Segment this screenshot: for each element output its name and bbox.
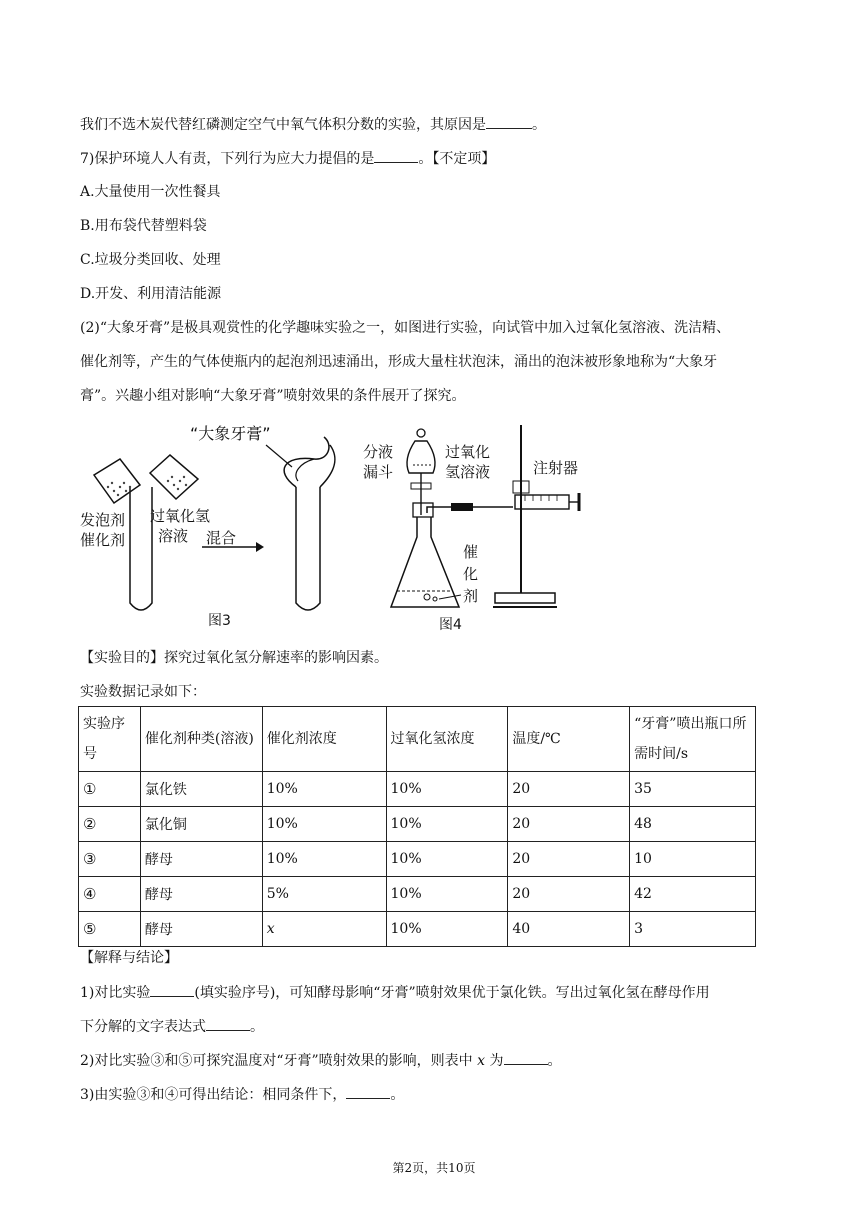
table-cell: 10%: [386, 842, 508, 877]
fig4-tube-connector: [451, 503, 473, 511]
fig4-funnel-label-2: 漏斗: [363, 463, 394, 481]
table-cell: 3: [630, 912, 756, 947]
table-cell: 10%: [262, 772, 386, 807]
q7-stem-line: [80, 148, 495, 169]
fig4-funnel-stopper: [417, 429, 425, 437]
c1-blank-2[interactable]: [206, 1016, 250, 1031]
table-cell: 35: [630, 772, 756, 807]
c2-line: [80, 1050, 562, 1071]
table-cell: ①: [79, 772, 141, 807]
data-table: [78, 706, 756, 947]
fig3-right-label-1: 过氧化氢: [150, 507, 211, 525]
table-cell: ⑤: [79, 912, 141, 947]
fig4-catalyst-2: 化: [463, 565, 479, 583]
fig3-arrow-label: 混合: [206, 529, 237, 547]
fig4-catalyst-3: 剂: [463, 587, 479, 605]
header-cell: 过氧化氢浓度: [386, 707, 508, 772]
q7-answer-blank[interactable]: [374, 148, 418, 163]
table-cell: 20: [508, 842, 630, 877]
table-row: [79, 772, 756, 807]
fig3-left-label-1: 发泡剂: [80, 511, 126, 529]
table-cell: 10%: [386, 877, 508, 912]
header-cell: 催化剂浓度: [262, 707, 386, 772]
c2-text-b: 为: [489, 1053, 504, 1069]
table-cell: 10%: [262, 807, 386, 842]
fig3-foam: [284, 437, 335, 487]
q7-option-d: D.开发、利用清洁能源: [80, 286, 222, 302]
table-cell: 20: [508, 877, 630, 912]
table-cell: 氯化铜: [140, 807, 262, 842]
fig3-foam-fold: [296, 459, 314, 481]
table-cell: ④: [79, 877, 141, 912]
table-row: [79, 912, 756, 947]
table-cell: 氯化铁: [140, 772, 262, 807]
fig4-catalyst-particle-2: [433, 597, 437, 601]
table-cell: 42: [630, 877, 756, 912]
header-cell: 实验序号: [79, 707, 141, 772]
q6-end: 。: [532, 117, 546, 133]
c3-text-b: 。: [390, 1087, 405, 1103]
q7-option-b: B.用布袋代替塑料袋: [80, 218, 207, 234]
table-cell: 酵母: [140, 877, 262, 912]
fig4-syringe-barrel: [515, 495, 569, 509]
fig4-funnel-label-1: 分液: [363, 443, 394, 461]
table-cell: 酵母: [140, 842, 262, 877]
table-row: [79, 807, 756, 842]
fig3-left-beaker: [94, 459, 140, 503]
table-cell: ②: [79, 807, 141, 842]
table-cell: 10%: [386, 807, 508, 842]
fig4-stopper: [413, 503, 433, 517]
fig3-left-label-2: 催化剂: [80, 531, 126, 549]
q7-option-c: C.垃圾分类回收、处理: [80, 252, 221, 268]
c2-text-a: 2)对比实验③和⑤可探究温度对“牙膏”喷射效果的影响，则表中: [80, 1053, 473, 1069]
fig4-catalyst-particle: [424, 594, 430, 600]
c1-text-d: 。: [250, 1019, 264, 1035]
c2-blank[interactable]: [504, 1050, 548, 1065]
fig3-caption: 图3: [208, 613, 231, 629]
intro-line-1: (2)“大象牙膏”是极具观赏性的化学趣味实验之一，如图进行实验，向试管中加入过氧化氢溶液、洗洁精、: [80, 320, 731, 336]
c2-variable-x: x: [477, 1053, 486, 1069]
q6-answer-blank[interactable]: [486, 114, 532, 129]
table-row: [79, 842, 756, 877]
record-intro: 实验数据记录如下：: [80, 684, 206, 700]
fig4-stand-base: [495, 593, 555, 603]
table-cell: ③: [79, 842, 141, 877]
figure-3: [78, 415, 348, 635]
fig3-right-beaker-dots: [167, 476, 187, 490]
fig4-flask: [391, 517, 459, 607]
q6-tail-text: 我们不选木炭代替红磷测定空气中氧气体积分数的实验，其原因是: [80, 117, 486, 133]
intro-line-2: 催化剂等，产生的气体使瓶内的起泡剂迅速涌出，形成大量柱状泡沫，涌出的泡沫被形象地称为“大象牙: [80, 354, 718, 370]
fig3-title: “大象牙膏”: [190, 424, 271, 443]
table-row: [79, 877, 756, 912]
table-cell: 20: [508, 807, 630, 842]
page-footer: 第2页，共10页: [392, 1161, 476, 1175]
c1-text-b: (填实验序号)，可知酵母影响“牙膏”喷射效果优于氯化铁。写出过氧化氢在酵母作用: [194, 985, 710, 1001]
fig4-catalyst-pointer: [439, 595, 461, 599]
fig4-funnel-bulb: [407, 441, 435, 473]
fig4-catalyst-1: 催: [463, 543, 479, 561]
fig4-h2o2-label-2: 氢溶液: [445, 463, 491, 481]
c1-line-1: [80, 982, 710, 1003]
header-cell: “牙膏”喷出瓶口所需时间/s: [630, 707, 756, 772]
q7-stem-end: 。【不定项】: [418, 151, 496, 167]
fig4-syringe-label: 注射器: [533, 459, 579, 477]
fig4-syringe-scale: [525, 495, 557, 501]
experiment-purpose: 【实验目的】探究过氧化氢分解速率的影响因素。: [80, 650, 388, 666]
table-cell: 20: [508, 772, 630, 807]
fig3-title-pointer: [266, 445, 292, 467]
fig3-left-test-tube: [130, 487, 152, 610]
table-header-row: [79, 707, 756, 772]
header-cell: 温度/℃: [508, 707, 630, 772]
c2-text-c: 。: [547, 1053, 562, 1069]
fig4-h2o2-label-1: 过氧化: [445, 443, 491, 461]
table-cell: 48: [630, 807, 756, 842]
explain-heading: 【解释与结论】: [80, 950, 178, 966]
c1-blank-1[interactable]: [150, 982, 194, 997]
table-cell: 10%: [386, 912, 508, 947]
header-cell: 催化剂种类(溶液): [140, 707, 262, 772]
q6-tail-line: [80, 114, 546, 135]
fig3-right-label-2: 溶液: [158, 527, 189, 545]
table-cell: 40: [508, 912, 630, 947]
q7-option-a: A.大量使用一次性餐具: [80, 184, 221, 200]
q7-stem: 7)保护环境人人有责，下列行为应大力提倡的是: [80, 151, 375, 167]
c1-line-2: [80, 1016, 264, 1037]
c1-text-c: 下分解的文字表达式: [80, 1019, 206, 1035]
fig3-arrow-head: [256, 542, 264, 552]
c3-blank[interactable]: [346, 1084, 390, 1099]
fig3-foam-test-tube: [296, 487, 320, 610]
c3-text-a: 3)由实验③和④可得出结论：相同条件下，: [80, 1087, 347, 1103]
figure-4: [355, 415, 590, 635]
table-cell: 5%: [262, 877, 386, 912]
fig4-caption: 图4: [439, 617, 462, 633]
c1-text-a: 1)对比实验: [80, 985, 151, 1001]
table-cell: 10%: [262, 842, 386, 877]
fig3-right-beaker: [150, 455, 198, 499]
table-cell: 酵母: [140, 912, 262, 947]
table-cell: 10: [630, 842, 756, 877]
table-cell: 10%: [386, 772, 508, 807]
c3-line: [80, 1084, 404, 1105]
table-cell: x: [262, 912, 386, 947]
intro-line-3: 膏”。兴趣小组对影响“大象牙膏”喷射效果的条件展开了探究。: [80, 388, 466, 404]
